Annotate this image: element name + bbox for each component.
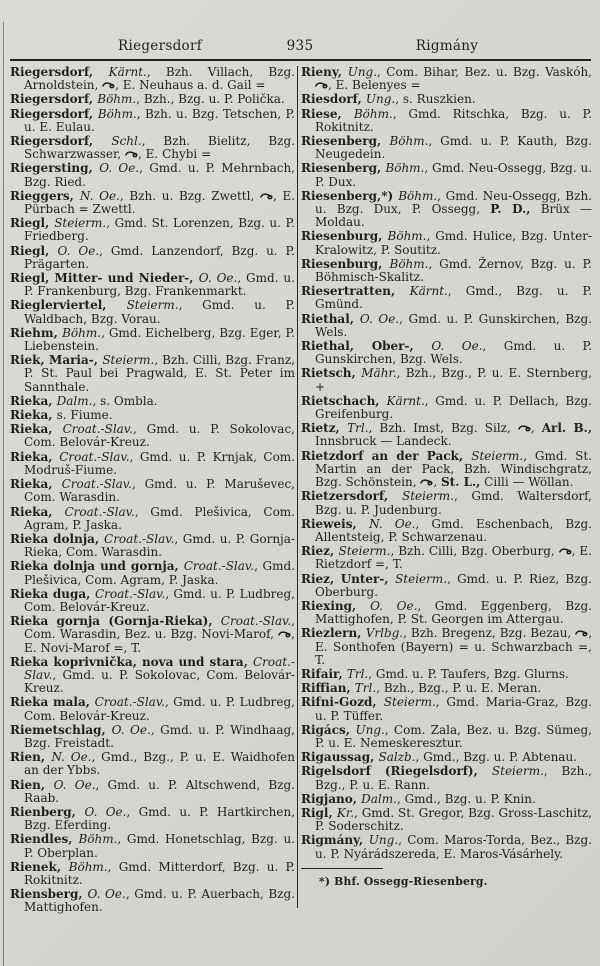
crownland-abbrev: Steierm.	[126, 298, 179, 313]
entry-headword: Rifair,	[301, 666, 347, 681]
entry-text: , Gmd. u. P. Ludbreg, Com. Belovár-Kreuz.	[24, 586, 295, 614]
gazetteer-entry	[10, 135, 295, 161]
header-catchword-left: Riegersdorf	[117, 38, 203, 54]
entry-text: , Gmd. Honetschlag, Bzg. u. P. Oberplan.	[24, 832, 295, 860]
entry-headword: Rieka gornja (Gornja-Rieka),	[10, 614, 221, 629]
crownland-abbrev: Steierm.	[54, 216, 107, 231]
entry-headword: Rietschach,	[301, 393, 387, 408]
entry-headword: Rieka dolnja,	[10, 531, 105, 546]
gazetteer-entry	[10, 409, 295, 422]
gazetteer-entry	[10, 506, 295, 532]
entry-headword: Riesenberg,	[301, 161, 386, 176]
entry-text: , E. Pürbach = Zwettl.	[24, 188, 296, 217]
gazetteer-entry	[301, 545, 592, 571]
entry-headword: Riegersdorf,	[10, 134, 112, 149]
entry-headword: Rigjano,	[301, 791, 362, 806]
crownland-abbrev: Böhm.	[62, 325, 102, 340]
crownland-abbrev: Trl.	[346, 666, 369, 681]
gazetteer-entry	[301, 340, 592, 366]
gazetteer-entry	[301, 724, 592, 750]
gazetteer-entry	[10, 162, 295, 188]
left-column	[10, 66, 295, 916]
gazetteer-entry	[10, 190, 295, 216]
entry-headword: Riethal,	[301, 311, 360, 326]
crownland-abbrev: Dalm.	[56, 393, 93, 408]
entry-text: , Bzh. u. Bzg. Tetschen, P. u. E. Eulau.	[24, 106, 295, 134]
entry-text: , Gmd. u. P. Kauth, Bzg. Neugedein.	[315, 134, 592, 162]
crownland-abbrev: Croat.-Slav.	[59, 449, 130, 464]
crownland-abbrev: Croat.-Slav.	[61, 477, 132, 492]
gazetteer-entry	[10, 751, 295, 777]
crownland-abbrev: Böhm.	[389, 256, 429, 271]
gazetteer-entry	[10, 66, 295, 92]
gazetteer-entry	[10, 395, 295, 408]
entry-headword: Riegl,	[10, 243, 58, 258]
entry-headword: Riesenburg,	[301, 256, 390, 271]
crownland-abbrev: Böhm.	[97, 106, 137, 121]
crownland-abbrev: Croat.-Slav.	[220, 614, 292, 629]
entry-text: , Gmd., Bzg., P. u. E. Waidhofen an der Ybbs.	[24, 750, 295, 778]
entry-text: , Com. Zala, Bez. u. Bzg. Sümeg, P. u. E. Nemeskeresztur.	[315, 722, 592, 750]
entry-text: , Gmd. Waltersdorf, Bzg. u. P. Judenburg.	[315, 489, 592, 517]
gazetteer-entry	[301, 765, 592, 791]
two-column-body	[10, 66, 592, 916]
crownland-abbrev: Croat.-Slav.	[183, 559, 255, 574]
crownland-abbrev: Croat.-Slav.	[24, 654, 295, 682]
crownland-abbrev: O. Oe.	[198, 271, 238, 286]
entry-headword: Riegersdorf,	[10, 65, 109, 79]
entry-headword: Rieka,	[10, 449, 60, 464]
entry-text: , Bzh. Villach, Bzg. Arnoldstein,	[24, 65, 295, 93]
gazetteer-entry	[10, 779, 295, 805]
entry-text: , Gmd. u. P. Waldbach, Bzg. Vorau.	[24, 298, 296, 326]
entry-text: , Bzh. Cilli, Bzg. Franz, P. St. Paul bei Pragwald, E. St. Peter im Sannthale.	[24, 353, 295, 394]
entry-text: , Gmd. Lanzendorf, Bzg. u. P. Prägarten.	[24, 243, 295, 271]
crownland-abbrev: Ung.	[355, 722, 385, 737]
entry-text: , Gmd. u. P. Gunskirchen, Bzg. Wels.	[315, 311, 592, 339]
entry-headword: Riesdorf,	[301, 92, 366, 107]
entry-text: s. Fiume.	[56, 408, 113, 423]
crownland-abbrev: N. Oe.	[79, 188, 120, 203]
entry-text: , Bzh. Imst, Bzg. Silz,	[368, 421, 518, 436]
gazetteer-entry	[301, 696, 592, 722]
crownland-abbrev: Steierm.	[401, 489, 454, 504]
crownland-abbrev: Ung.	[347, 65, 378, 79]
entry-headword: Rigács,	[301, 722, 356, 737]
entry-text: , Com. Warasdin, Bez. u. Bzg. Novi-Marof,	[24, 614, 295, 642]
entry-headword: Rienberg,	[10, 804, 85, 819]
entry-text: , Bzh. Cilli, Bzg. Oberburg,	[390, 544, 559, 559]
gazetteer-entry	[10, 533, 295, 559]
entry-text: , Bzh., Bzg. u. P. Polička.	[136, 92, 285, 107]
entry-headword: Riegl,	[10, 216, 55, 231]
entry-headword: Arl. B.,	[541, 421, 593, 436]
post-horn-icon	[278, 630, 291, 638]
entry-text: , Bzh., Bzg., P. u. E. Rann.	[315, 764, 592, 792]
entry-text: , Gmd. u. P. Auerbach, Bzg. Mattighofen.	[24, 887, 295, 915]
gazetteer-entry	[10, 861, 295, 887]
entry-text: , Gmd. Žernov, Bzg. u. P. Böhmisch-Skalitz.	[315, 256, 592, 285]
post-horn-icon	[125, 150, 138, 158]
crownland-abbrev: Croat.-Slav.	[94, 586, 166, 601]
crownland-abbrev: O. Oe.	[111, 722, 151, 737]
crownland-abbrev: Trl.	[347, 421, 369, 436]
column-divider	[297, 66, 298, 908]
entry-text: ,	[433, 475, 441, 490]
gazetteer-entry	[301, 108, 592, 134]
gazetteer-entry	[301, 285, 592, 311]
gazetteer-entry	[301, 422, 592, 448]
entry-text: , Com. Maros-Torda, Bez., Bzg. u. P. Nyárádszereda, E. Maros-Vásárhely.	[315, 833, 592, 861]
entry-text: , Gmd. St. Martin an der Pack, Bzh. Windischgratz, Bzg. Schönstein,	[315, 448, 592, 490]
gazetteer-entry	[10, 217, 295, 243]
gazetteer-entry	[301, 258, 592, 284]
entry-text: , Gmd. u. P. Riez, Bzg. Oberburg.	[315, 571, 592, 599]
entry-text: Cilli — Wöllan.	[480, 475, 574, 490]
entry-headword: Riexing,	[301, 598, 371, 613]
entry-text: , Gmd. Eichelberg, Bzg. Eger, P. Liebenstein.	[24, 325, 295, 354]
running-header	[0, 0, 600, 58]
entry-headword: Rietzersdorf,	[301, 489, 402, 504]
crownland-abbrev: Vrlbg.	[365, 626, 404, 641]
crownland-abbrev: Böhm.	[398, 188, 438, 203]
entry-text: Brüx — Moldau.	[315, 202, 592, 230]
entry-text: , Bzh. Bielitz, Bzg. Schwarzwasser,	[24, 134, 295, 162]
entry-headword: Rieka dolnja und gornja,	[10, 559, 184, 574]
entry-text: , Gmd. Ritschka, Bzg. u. P. Rokitnitz.	[315, 106, 592, 134]
entry-headword: Rieka,	[10, 477, 62, 492]
crownland-abbrev: Steierm.	[102, 353, 155, 368]
crownland-abbrev: Ung.	[365, 92, 396, 107]
gazetteer-entry	[301, 573, 592, 599]
gazetteer-entry	[10, 478, 295, 504]
entry-headword: Riensberg,	[10, 887, 88, 902]
gazetteer-entry	[301, 93, 592, 106]
entry-headword: Riesertratten,	[301, 284, 410, 299]
entry-text: ,	[530, 421, 542, 436]
entry-headword: Rien,	[10, 750, 52, 765]
entry-text: Innsbruck — Landeck.	[315, 434, 452, 449]
gazetteer-entry	[10, 656, 295, 696]
entry-text: , Gmd. u. P. Gunskirchen, Bzg. Wels.	[315, 339, 592, 367]
entry-text: , Gmd. St. Lorenzen, Bzg. u. P. Friedberg.	[24, 216, 295, 244]
gazetteer-entry	[10, 560, 295, 586]
crownland-abbrev: Böhm.	[385, 161, 425, 176]
gazetteer-entry	[10, 299, 295, 325]
gazetteer-entry	[10, 806, 295, 832]
crownland-abbrev: Kr.	[336, 805, 355, 820]
entry-text: , Bzh., Bzg., P. u. E. Sternberg, +	[315, 366, 592, 394]
crownland-abbrev: O. Oe.	[87, 887, 126, 902]
entry-headword: Rieka,	[10, 422, 63, 437]
entry-headword: Rien,	[10, 777, 54, 792]
crownland-abbrev: Croat.-Slav.	[104, 531, 175, 546]
entry-text: , Gmd. u. P. Gornja-Rieka, Com. Warasdin.	[24, 531, 295, 560]
crownland-abbrev: Kärnt.	[108, 65, 147, 79]
post-horn-icon	[559, 547, 572, 555]
entry-text: , Gmd. St. Gregor, Bzg. Gross-Laschitz, P. Soderschitz.	[315, 805, 592, 834]
entry-headword: Riese,	[301, 106, 354, 121]
entry-headword: Riemetschlag,	[10, 722, 112, 737]
gazetteer-entry	[10, 108, 295, 134]
entry-headword: Riegersting,	[10, 161, 100, 176]
entry-headword: Rigl,	[301, 805, 337, 820]
entry-text: , Gmd. u. P. Altschwend, Bzg. Raab.	[24, 777, 295, 805]
entry-text: , Gmd. u. P. Sokolovac, Com. Belovár-Kreuz.	[24, 667, 295, 696]
gazetteer-entry	[10, 93, 295, 106]
entry-headword: Rigaussag,	[301, 750, 379, 765]
entry-headword: Riez,	[301, 544, 339, 559]
crownland-abbrev: Kärnt.	[409, 284, 448, 299]
crownland-abbrev: O. Oe.	[57, 243, 100, 258]
gazetteer-entry	[301, 807, 592, 833]
entry-headword: Rieka koprivnička, nova und stara,	[10, 654, 253, 669]
crownland-abbrev: Böhm.	[97, 92, 137, 107]
entry-text: , Gmd. u. P. Dellach, Bzg. Greifenburg.	[315, 393, 592, 422]
crownland-abbrev: O. Oe.	[53, 777, 96, 792]
gazetteer-entry	[10, 833, 295, 859]
header-rule	[10, 59, 591, 61]
gazetteer-entry	[301, 313, 592, 339]
entry-headword: Rigmány,	[301, 833, 369, 848]
entry-headword: Riegersdorf,	[10, 92, 98, 107]
gazetteer-entry	[301, 490, 592, 516]
entry-headword: Rieny,	[301, 65, 348, 79]
crownland-abbrev: Salzb.	[378, 750, 416, 765]
entry-text: , E. Novi-Marof =, T.	[24, 627, 295, 655]
entry-text: , Gmd. u. P. Taufers, Bzg. Glurns.	[368, 666, 569, 681]
crownland-abbrev: O. Oe.	[99, 161, 140, 176]
entry-headword: Rietz,	[301, 421, 348, 436]
gazetteer-entry	[10, 588, 295, 614]
gazetteer-entry	[10, 451, 295, 477]
entry-headword: Rieweis,	[301, 516, 370, 531]
gazetteer-entry	[301, 627, 592, 667]
gazetteer-entry	[10, 615, 295, 655]
crownland-abbrev: O. Oe.	[359, 311, 400, 326]
gazetteer-entry	[301, 135, 592, 161]
entry-headword: Riendles,	[10, 832, 79, 847]
entry-text: , s. Ruszkien.	[395, 92, 476, 107]
entry-text: , Gmd. u. P. Hartkirchen, Bzg. Eferding.	[24, 804, 296, 833]
crownland-abbrev: N. Oe.	[51, 750, 92, 765]
entry-text: , Gmd. u. P. Maruševec, Com. Warasdin.	[24, 477, 295, 505]
entry-text: , Gmd. Hulice, Bzg. Unter-Kralowitz, P. Soutitz.	[315, 229, 592, 257]
entry-headword: Riesenburg,	[301, 229, 388, 244]
entry-text: , Gmd. Plešivica, Com. Agram, P. Jaska.	[24, 559, 296, 587]
entry-headword: Riesenberg,*)	[301, 188, 399, 203]
entry-headword: Riesenberg,	[301, 134, 390, 149]
crownland-abbrev: Böhm.	[353, 106, 393, 121]
entry-text: , Gmd., Bzg. u. P. Gmünd.	[315, 284, 593, 312]
entry-text: , E. Chybi =	[138, 147, 212, 162]
gazetteer-entry	[10, 272, 295, 298]
gazetteer-entry	[301, 518, 592, 544]
crownland-abbrev: Kärnt.	[386, 393, 425, 408]
gazetteer-entry	[301, 162, 592, 188]
gazetteer-entry	[301, 230, 592, 256]
entry-text: , Gmd. Maria-Graz, Bzg. u. P. Tüffer.	[315, 695, 592, 723]
entry-text: , Bzh. Bregenz, Bzg. Bezau,	[403, 626, 576, 641]
entry-headword: Riezlern,	[301, 626, 366, 641]
entry-headword: Rigelsdorf (Riegelsdorf),	[301, 764, 492, 779]
footnote-rule	[301, 868, 383, 869]
entry-headword: Riez, Unter-,	[301, 571, 396, 586]
entry-text: , Gmd. u. P. Sokolovac, Com. Belovár-Kreuz.	[24, 422, 295, 450]
entry-text: , Gmd. Neu-Ossegg, Bzh. u. Bzg. Dux, P. Ossegg,	[315, 188, 592, 217]
gazetteer-entry	[301, 395, 592, 421]
entry-text: , Bzh. u. Bzg. Zwettl,	[119, 188, 260, 203]
gazetteer-entry	[10, 888, 295, 914]
crownland-abbrev: Dalm.	[361, 791, 397, 806]
gazetteer-entry	[10, 423, 295, 449]
crownland-abbrev: Steierm.	[383, 695, 436, 710]
gazetteer-entry	[301, 682, 592, 695]
entry-text: , Gmd. Neu-Ossegg, Bzg. u. P. Dux.	[315, 161, 593, 189]
entry-text: , Gmd., Bzg. u. P. Knin.	[396, 791, 536, 806]
post-horn-icon	[260, 192, 273, 200]
crownland-abbrev: Mähr.	[361, 366, 397, 381]
crownland-abbrev: Steierm.	[471, 448, 524, 463]
entry-text: , Gmd., Bzg. u. P. Abtenau.	[415, 750, 577, 765]
gazetteer-entry	[301, 367, 592, 393]
gazetteer-entry	[10, 696, 295, 722]
gazetteer-entry	[301, 66, 592, 92]
entry-text: , s. Ombla.	[92, 393, 158, 408]
crownland-abbrev: Croat.-Slav.	[94, 695, 165, 710]
entry-headword: Riethal, Ober-,	[301, 339, 432, 354]
crownland-abbrev: Trl.	[354, 681, 377, 696]
entry-headword: Riehm,	[10, 325, 63, 340]
crownland-abbrev: Steierm.	[338, 544, 391, 559]
entry-headword: Riek, Maria-,	[10, 353, 103, 368]
gazetteer-entry	[10, 724, 295, 750]
gazetteer-entry	[301, 450, 592, 490]
page-edge-line	[3, 22, 4, 966]
post-horn-icon	[315, 81, 328, 89]
entry-headword: Rieka,	[10, 393, 57, 408]
gazetteer-entry	[301, 668, 592, 681]
gazetteer-entry	[10, 327, 295, 353]
entry-text: , Gmd. u. P. Windhaag, Bzg. Freistadt.	[24, 722, 295, 750]
entry-text: , Gmd. u. P. Mehrnbach, Bzg. Ried.	[24, 161, 295, 189]
entry-headword: Rieglerviertel,	[10, 298, 127, 313]
entry-headword: Riegersdorf,	[10, 106, 98, 121]
entry-text: , Gmd. u. P. Krnjak, Com. Modruš-Fiume.	[24, 449, 295, 477]
post-horn-icon	[102, 81, 115, 89]
crownland-abbrev: Steierm.	[395, 571, 448, 586]
entry-headword: P. D.,	[490, 202, 531, 217]
page-number: 935	[286, 38, 314, 54]
gazetteer-entry	[10, 354, 295, 394]
entry-headword: Riegl, Mitter- und Nieder-,	[10, 271, 199, 286]
crownland-abbrev: Böhm.	[387, 229, 427, 244]
entry-headword: Rietsch,	[301, 366, 362, 381]
entry-text: , Gmd. u. P. Frankenburg, Bzg. Frankenmarkt.	[24, 271, 295, 299]
entry-headword: Rienek,	[10, 859, 69, 874]
gazetteer-entry	[301, 600, 592, 626]
entry-headword: Rieka duga,	[10, 586, 95, 601]
crownland-abbrev: Böhm.	[78, 832, 118, 847]
crownland-abbrev: Croat.-Slav.	[62, 422, 133, 437]
crownland-abbrev: Böhm.	[68, 859, 108, 874]
entry-headword: Rietzdorf an der Pack,	[301, 448, 472, 463]
header-catchword-right: Rigmány	[415, 38, 479, 54]
crownland-abbrev: Steierm.	[491, 764, 544, 779]
crownland-abbrev: Croat.-Slav.	[64, 504, 135, 519]
entry-text: , E. Rietzdorf =, T.	[315, 544, 592, 572]
entry-text: , Gmd. u. P. Ludbreg, Com. Belovár-Kreuz.	[24, 695, 295, 723]
entry-headword: Rieka,	[10, 408, 57, 423]
entry-text: , Gmd. Eschenbach, Bzg. Allentsteig, P. Schwarzenau.	[315, 516, 592, 544]
entry-text: , E. Sonthofen (Bayern) = u. Schwarzbach =, T.	[315, 626, 593, 667]
gazetteer-entry	[301, 751, 592, 764]
gazetteer-entry	[301, 793, 592, 806]
post-horn-icon	[518, 424, 531, 432]
crownland-abbrev: O. Oe.	[84, 804, 127, 819]
post-horn-icon	[420, 478, 433, 486]
entry-text: , E. Neuhaus a. d. Gail =	[115, 78, 266, 93]
crownland-abbrev: N. Oe.	[369, 516, 416, 531]
crownland-abbrev: Böhm.	[389, 134, 429, 149]
crownland-abbrev: O. Oe.	[431, 339, 483, 354]
entry-headword: Rieka,	[10, 504, 65, 519]
gazetteer-entry	[10, 245, 295, 271]
right-column	[301, 66, 592, 916]
entry-text: , Bzh., Bzg., P. u. E. Meran.	[376, 681, 542, 696]
gazetteer-entry	[301, 834, 592, 860]
entry-text: , Com. Bihar, Bez. u. Bzg. Vaskóh,	[377, 65, 592, 79]
crownland-abbrev: Ung.	[368, 833, 399, 848]
gazetteer-entry	[301, 190, 592, 230]
entry-headword: St. L.,	[441, 475, 481, 490]
crownland-abbrev: Schl.	[111, 134, 142, 149]
entry-headword: Rieka mala,	[10, 695, 95, 710]
entry-text: , Gmd. Eggenberg, Bzg. Mattighofen, P. St. Georgen im Attergau.	[315, 598, 592, 627]
entry-headword: Riffian,	[301, 681, 355, 696]
entry-headword: Rifni-Gozd,	[301, 695, 384, 710]
entry-text: , Gmd. Mitterdorf, Bzg. u. P. Rokitnitz.	[24, 859, 295, 887]
footnote: *) Bhf. Ossegg-Riesenberg.	[319, 874, 488, 888]
entry-text: , E. Belenyes =	[328, 78, 421, 93]
entry-text: , Gmd. Plešivica, Com. Agram, P. Jaska.	[24, 504, 295, 532]
crownland-abbrev: O. Oe.	[370, 598, 418, 613]
post-horn-icon	[575, 629, 588, 637]
right-column-entries	[301, 66, 592, 861]
entry-headword: Rieggers,	[10, 188, 80, 203]
